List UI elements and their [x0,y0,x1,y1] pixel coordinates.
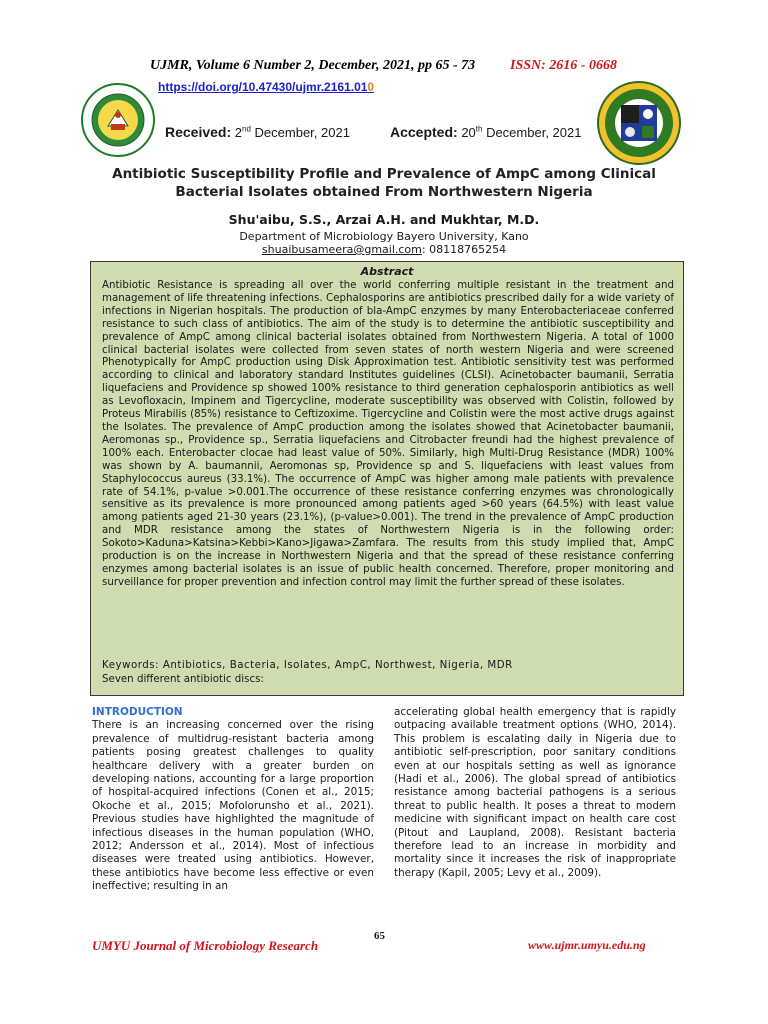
authors: Shu'aibu, S.S., Arzai A.H. and Mukhtar, M.D. [228,212,540,227]
doi-link[interactable] [158,80,374,94]
intro-right-text: accelerating global health emergency that is rapidly outpacing available treatment options (WHO, 2014). This problem is escalating daily in Nigeria due to antibiotic self-prescription, poor sanitary conditions even at our hospitals setting as well as ignorance (Hadi et al., 2006). The global spread of antibiotics resistance among bacterial pathogens is a serious threat to public health. It poses a threat to modern medicine with significant impact on health care cost (Pitout and Laupland, 2008). Resistant bacteria therefore lead to an increase in morbidity and mortality since it increases the risk of inappropriate therapy (Kapil, 2005; Levy et al., 2009). [394,706,676,879]
doi-link-main[interactable]: https://doi.org/10.47430/ujmr.2161.01 [158,80,368,94]
intro-left-text: There is an increasing concerned over the rising prevalence of multidrug-resistant bacteria among patients posing greatest challenges to quality healthcare delivery with a greater burden on developing nations, accounting for a large proportion of hospital-acquired infections (Conen et al., 2015; Okoche et al., 2015; Mofolorunsho et al., 2021). Previous studies have highlighted the magnitude of infectious diseases in the human population (WHO, 2012; Andersson et al., 2014). Most of infectious diseases were treated using antibiotics. However, these antibiotics have become less effective or even ineffective; resulting in an [92,719,374,893]
contact [90,243,678,256]
doi-link-tail[interactable]: 0 [367,80,375,94]
accepted-date [390,124,581,140]
accepted-suffix: th [475,124,483,134]
received-suffix: nd [242,124,251,134]
department: Department of Microbiology Bayero University, Kano [239,230,529,243]
page-number: 65 [374,930,385,942]
phone: : 08118765254 [421,243,507,256]
abstract-heading: Abstract [360,265,414,278]
intro-right-column [394,706,676,880]
footer-journal-name: UMYU Journal of Microbiology Research [92,938,319,953]
issn: ISSN: 2616 - 0668 [510,58,617,73]
received-rest: December, 2021 [250,125,350,140]
abstract-discs-note: Seven different antibiotic discs: [102,673,264,685]
received-date [165,124,350,140]
email-link[interactable]: shuaibusameera@gmail.com [261,243,422,256]
article-title [90,165,678,201]
university-logo [80,82,156,158]
journal-logo [596,80,682,166]
article-title-line2: Bacterial Isolates obtained From Northwestern Nigeria [175,184,593,200]
intro-left-column [92,706,374,894]
received-day: 2 [234,125,243,140]
intro-heading: INTRODUCTION [92,706,183,718]
accepted-label: Accepted: [390,124,458,140]
abstract-body: Antibiotic Resistance is spreading all over the world conferring multiple resistant in the treatment and management of life threatening infections. Cephalosporins are antibiotics prescribed daily for a wide variety of infections in Nigerian hospitals. The production of bla-AmpC enzymes by many Enterobacteriaceae conferred resistance to such class of antibiotics. The aim of the study is to determine the antibiotic susceptibility and prevalence of AmpC among clinical bacterial isolates obtained from Northwestern Nigeria. A total of 1000 clinical bacterial isolates were collected from seven states of north western Nigeria and were screened Phenotypically for AmpC production using Disk Approximation test. Antibiotic sensitivity test was performed according to clinical and laboratory standard Institutes guidelines (CLSI). Acinetobacter baumanii, Serratia liquefaciens and Providence sp showed 100% resistance to third generation cephalosporin antibiotics as well as Levofloxacin, Impinem and Tigercycline, moderate susceptibility was observed with Colistin, followed by Proteus Mirabilis (85%) resistance to Ceftizoxime. Tigercycline and Colistin were the most active drugs against the Isolates. The prevalence of AmpC production among the isolates showed that Acinetobacter baumanii, Aeromonas sp., Providence sp., Serratia liquefaciens and Citrobacter freundi had the highest prevalence of 100% each. Enterobacter clocae had least value of 50%. Similarly, high Multi-Drug Resistance (MDR) 100% was shown by A. baumannii, Aeromonas sp, Providence sp and S. liquefaciens with least values from Staphylococcus aureus (33.1%). The occurrence of AmpC was higher among male patients with prevalence rate of 54.1%, p-value >0.001.The occurrence of these resistance conferring enzymes was chronologically sensitive as its prevalence is more pronounced among patients aged >60 years (64.5%) with least value among patients aged 21-30 years (23.1%), (p-value>0.001). The trend in the prevalence of AmpC production and MDR resistance among the states of Northwestern Nigeria is in the following order: Sokoto>Kaduna>Katsina>Kebbi>Kano>Jigawa>Zamfara. The results from this study implied that, AmpC production is on the increase in Northwestern Nigeria and that the spread of these resistance conferring enzymes among bacterial isolates is an issue of public health concerned. Therefore, proper monitoring and surveillance for proper prevention and infection control may limit the further spread of these isolates. [102,279,674,588]
accepted-day: 20 [461,125,476,140]
received-label: Received: [165,124,232,140]
footer-website[interactable]: www.ujmr.umyu.edu.ng [528,938,646,952]
keywords: Keywords: Antibiotics, Bacteria, Isolates, AmpC, Northwest, Nigeria, MDR [102,659,513,671]
abstract-box [90,261,684,696]
journal-citation: UJMR, Volume 6 Number 2, December, 2021, pp 65 - 73 [150,58,476,73]
accepted-rest: December, 2021 [482,125,582,140]
article-title-line1: Antibiotic Susceptibility Profile and Prevalence of AmpC among Clinical [112,166,656,182]
